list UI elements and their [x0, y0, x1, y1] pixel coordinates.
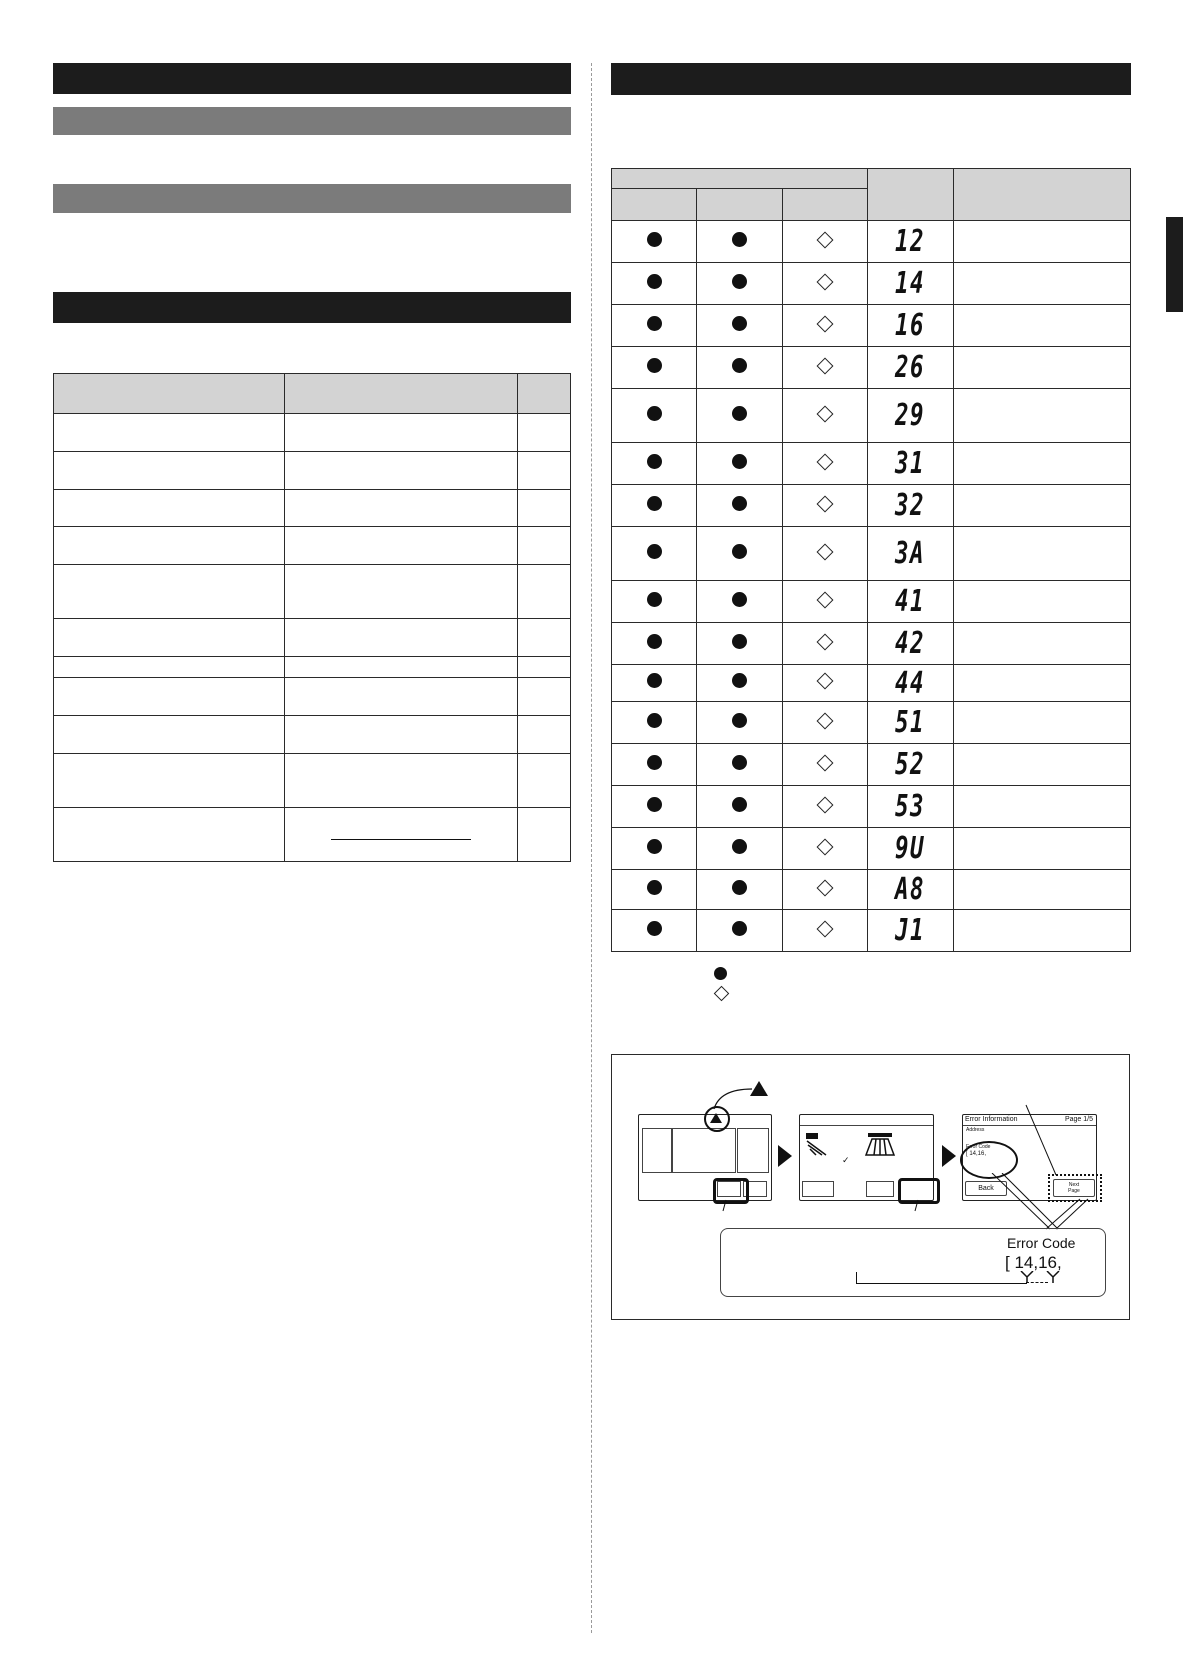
lamp-blink-icon: [816, 920, 833, 937]
lamp-cell-2: [697, 870, 782, 910]
content-cell: [953, 910, 1130, 952]
lamp-blink-icon: [816, 673, 833, 690]
screen-1-right-panel: [737, 1128, 769, 1173]
lamp-cell-3: [782, 623, 867, 665]
left-section-heading-bar-1: [53, 63, 571, 94]
chapter-tab: [1166, 217, 1183, 312]
table-row: [612, 527, 1131, 581]
content-cell: [953, 221, 1130, 263]
code-cell: [868, 389, 954, 443]
error-code: 9U: [895, 831, 926, 866]
callout-lines: [972, 1173, 1092, 1231]
table-row: [612, 623, 1131, 665]
lamp-cell-1: [612, 623, 697, 665]
lamp-on-icon: [732, 232, 747, 247]
pointer-line-1: [720, 1199, 730, 1213]
lamp-on-icon: [647, 797, 662, 812]
lamp-on-icon: [732, 634, 747, 649]
lamp-cell-1: [612, 910, 697, 952]
left-table-header-cell: [285, 374, 518, 414]
content-cell: [953, 389, 1130, 443]
error-code-callout: [720, 1228, 1106, 1297]
lamp-blink-icon: [816, 495, 833, 512]
lamp-on-icon: [647, 544, 662, 559]
screen-2-topbar: [800, 1125, 933, 1126]
lamp-cell-3: [782, 828, 867, 870]
table-row: [54, 414, 571, 452]
lamp-group-header: [612, 169, 868, 189]
left-table: [53, 373, 571, 862]
content-cell: [953, 665, 1130, 702]
content-cell: [953, 623, 1130, 665]
table-row: [612, 389, 1131, 443]
error-code: 53: [895, 789, 926, 824]
lamp-cell-2: [697, 221, 782, 263]
error-code: 31: [895, 446, 926, 481]
code-cell: [868, 870, 954, 910]
table-row: [612, 347, 1131, 389]
content-cell: [953, 702, 1130, 744]
content-cell: [953, 870, 1130, 910]
back-button[interactable]: Back: [965, 1181, 1007, 1196]
error-code: 52: [895, 747, 926, 782]
lamp-cell-2: [697, 581, 782, 623]
lamp-on-icon: [732, 673, 747, 688]
lamp-blink-icon: [816, 357, 833, 374]
code-cell: [868, 702, 954, 744]
table-row: [612, 910, 1131, 952]
error-info-page: Page 1/5: [1064, 1116, 1093, 1123]
table-row: [54, 490, 571, 527]
error-table-header-top: [612, 169, 1131, 189]
table-row: [54, 678, 571, 716]
lamp-cell-1: [612, 221, 697, 263]
error-code: 41: [895, 584, 926, 619]
lamp-on-icon: [647, 673, 662, 688]
lamp-cell-2: [697, 786, 782, 828]
lamp-on-icon: [647, 921, 662, 936]
callout-brace-marks: [1019, 1271, 1069, 1285]
lamp-blink-icon: [816, 273, 833, 290]
lamp-on-icon: [732, 839, 747, 854]
lamp-on-icon: [732, 454, 747, 469]
lamp-cell-3: [782, 347, 867, 389]
remote-controller-figure: [611, 1054, 1130, 1320]
lamp-cell-1: [612, 263, 697, 305]
table-row: [612, 665, 1131, 702]
lamp-cell-2: [697, 910, 782, 952]
error-code: A8: [895, 872, 926, 907]
content-cell: [953, 443, 1130, 485]
lamp-cell-2: [697, 347, 782, 389]
lamp-header-3: [782, 189, 867, 221]
lamp-on-icon: [647, 713, 662, 728]
lamp-cell-1: [612, 443, 697, 485]
lamp-on-icon: [732, 592, 747, 607]
lamp-cell-1: [612, 581, 697, 623]
lamp-on-icon: [732, 406, 747, 421]
code-cell: [868, 527, 954, 581]
lamp-cell-3: [782, 305, 867, 347]
lamp-cell-1: [612, 665, 697, 702]
lamp-blink-icon: [816, 712, 833, 729]
louver-center-icon: [860, 1131, 900, 1157]
column-divider: [591, 63, 592, 1633]
table-row: [54, 527, 571, 565]
lamp-on-icon: [647, 358, 662, 373]
lamp-on-icon: [732, 755, 747, 770]
table-row: [612, 744, 1131, 786]
lamp-blink-icon: [816, 543, 833, 560]
lamp-on-icon: [647, 406, 662, 421]
lamp-cell-2: [697, 305, 782, 347]
lamp-cell-3: [782, 910, 867, 952]
table-row: [54, 452, 571, 490]
lamp-cell-3: [782, 702, 867, 744]
error-code: 44: [895, 665, 926, 701]
screen-2-button-left: [802, 1181, 834, 1197]
lamp-cell-2: [697, 485, 782, 527]
table-row: [54, 808, 571, 862]
screen-1-button-highlight: [713, 1178, 749, 1204]
error-code-table: [611, 168, 1131, 952]
left-subheading-bar-1: [53, 107, 571, 135]
screen-1: [638, 1114, 772, 1201]
error-code: 3A: [895, 536, 926, 571]
lamp-blink-icon: [816, 754, 833, 771]
lamp-cell-2: [697, 702, 782, 744]
lamp-on-icon: [647, 232, 662, 247]
lamp-blink-icon: [816, 879, 833, 896]
legend-blink-icon: [714, 986, 730, 1002]
address-label: Address: [966, 1127, 985, 1133]
lamp-on-icon: [732, 274, 747, 289]
lamp-cell-3: [782, 485, 867, 527]
alarm-small-icon: [710, 1113, 722, 1123]
table-row: [612, 828, 1131, 870]
error-code: 42: [895, 626, 926, 661]
lamp-on-icon: [732, 496, 747, 511]
lamp-cell-2: [697, 744, 782, 786]
table-row: [612, 581, 1131, 623]
lamp-blink-icon: [816, 796, 833, 813]
alarm-leader-line: [712, 1085, 756, 1111]
next-page-pointer-line: [1022, 1103, 1062, 1179]
table-row: [612, 485, 1131, 527]
error-code: 14: [895, 266, 926, 301]
lamp-cell-1: [612, 870, 697, 910]
error-info-title: Error Information: [965, 1116, 1018, 1123]
error-code: 51: [895, 705, 926, 740]
left-table-header-cell: [518, 374, 571, 414]
lamp-cell-1: [612, 527, 697, 581]
lamp-cell-3: [782, 870, 867, 910]
lamp-header-1: [612, 189, 697, 221]
table-row: [612, 263, 1131, 305]
content-cell: [953, 744, 1130, 786]
code-cell: [868, 263, 954, 305]
lamp-cell-3: [782, 221, 867, 263]
lamp-blink-icon: [816, 633, 833, 650]
lamp-cell-1: [612, 786, 697, 828]
louver-left-icon: [804, 1131, 830, 1157]
lamp-cell-2: [697, 389, 782, 443]
error-code: 29: [895, 398, 926, 433]
lamp-cell-1: [612, 485, 697, 527]
lamp-on-icon: [732, 797, 747, 812]
lamp-on-icon: [647, 496, 662, 511]
code-cell: [868, 581, 954, 623]
lamp-cell-3: [782, 665, 867, 702]
lamp-blink-icon: [816, 838, 833, 855]
lamp-cell-3: [782, 581, 867, 623]
table-row: [612, 443, 1131, 485]
table-row: [612, 702, 1131, 744]
lamp-on-icon: [647, 454, 662, 469]
lamp-cell-2: [697, 623, 782, 665]
content-cell: [953, 263, 1130, 305]
callout-error-code-value: [ 14,16,: [1005, 1253, 1062, 1272]
lamp-cell-2: [697, 665, 782, 702]
error-code-label-small: Error Code: [966, 1144, 991, 1150]
table-row: [54, 565, 571, 619]
table-row: [54, 716, 571, 754]
lamp-cell-2: [697, 527, 782, 581]
content-cell: [953, 347, 1130, 389]
content-cell: [953, 305, 1130, 347]
error-code-value-small: [ 14,16,: [966, 1151, 987, 1157]
error-code: 12: [895, 224, 926, 259]
content-cell: [953, 485, 1130, 527]
lamp-cell-1: [612, 702, 697, 744]
callout-underline: [856, 1272, 1027, 1284]
left-section-heading-bar-2: [53, 292, 571, 323]
code-cell: [868, 744, 954, 786]
lamp-cell-2: [697, 828, 782, 870]
lamp-cell-2: [697, 263, 782, 305]
lamp-on-icon: [647, 316, 662, 331]
arrow-2-icon: [942, 1145, 956, 1167]
left-table-header-cell: [54, 374, 285, 414]
lamp-blink-icon: [816, 315, 833, 332]
lamp-cell-1: [612, 389, 697, 443]
underline-mark: [331, 839, 471, 840]
right-section-heading-bar: [611, 63, 1131, 95]
lamp-on-icon: [732, 316, 747, 331]
table-row: [612, 786, 1131, 828]
table-row: [54, 619, 571, 657]
lamp-on-icon: [647, 274, 662, 289]
error-code: 26: [895, 350, 926, 385]
left-subheading-bar-2: [53, 184, 571, 213]
next-page-line-1: Next: [1068, 1182, 1080, 1188]
lamp-cell-3: [782, 744, 867, 786]
left-table-header: [54, 374, 571, 414]
lamp-cell-3: [782, 443, 867, 485]
code-cell: [868, 443, 954, 485]
error-code: 16: [895, 308, 926, 343]
lamp-on-icon: [732, 880, 747, 895]
lamp-on-icon: [647, 634, 662, 649]
content-cell: [953, 527, 1130, 581]
lamp-cell-3: [782, 389, 867, 443]
table-row: [612, 221, 1131, 263]
screen-1-center-panel: [672, 1128, 736, 1173]
code-cell: [868, 305, 954, 347]
screen-2-button-mid: [866, 1181, 894, 1197]
lamp-cell-3: [782, 786, 867, 828]
code-cell: [868, 910, 954, 952]
lamp-cell-1: [612, 828, 697, 870]
code-cell: [868, 665, 954, 702]
content-cell: [953, 581, 1130, 623]
screen-1-left-panel: [642, 1128, 672, 1173]
table-row: [612, 870, 1131, 910]
code-cell: [868, 347, 954, 389]
table-row: [54, 754, 571, 808]
next-page-line-2: Page: [1068, 1188, 1080, 1194]
error-code: J1: [895, 913, 926, 948]
lamp-cell-3: [782, 263, 867, 305]
code-cell: [868, 623, 954, 665]
code-cell: [868, 786, 954, 828]
lamp-on-icon: [732, 713, 747, 728]
lamp-on-icon: [732, 358, 747, 373]
table-row: [54, 657, 571, 678]
callout-error-code-label: Error Code: [1007, 1235, 1076, 1251]
lamp-on-icon: [732, 921, 747, 936]
lamp-on-icon: [647, 839, 662, 854]
legend-on-icon: [714, 967, 727, 980]
pointer-line-2: [912, 1199, 922, 1213]
content-cell: [953, 828, 1130, 870]
lamp-cell-3: [782, 527, 867, 581]
lamp-on-icon: [647, 880, 662, 895]
code-cell: [868, 221, 954, 263]
content-header: [953, 169, 1130, 221]
lamp-blink-icon: [816, 231, 833, 248]
lamp-on-icon: [647, 592, 662, 607]
code-cell: [868, 485, 954, 527]
lamp-header-2: [697, 189, 782, 221]
lamp-blink-icon: [816, 453, 833, 470]
code-header: [868, 169, 954, 221]
lamp-blink-icon: [816, 405, 833, 422]
error-code: 32: [895, 488, 926, 523]
lamp-on-icon: [647, 755, 662, 770]
content-cell: [953, 786, 1130, 828]
lamp-cell-1: [612, 347, 697, 389]
code-cell: [868, 828, 954, 870]
lamp-cell-1: [612, 305, 697, 347]
lamp-cell-1: [612, 744, 697, 786]
checkmark-icon: ✓: [842, 1155, 850, 1165]
table-row: [612, 305, 1131, 347]
lamp-blink-icon: [816, 591, 833, 608]
arrow-1-icon: [778, 1145, 792, 1167]
lamp-cell-2: [697, 443, 782, 485]
lamp-on-icon: [732, 544, 747, 559]
